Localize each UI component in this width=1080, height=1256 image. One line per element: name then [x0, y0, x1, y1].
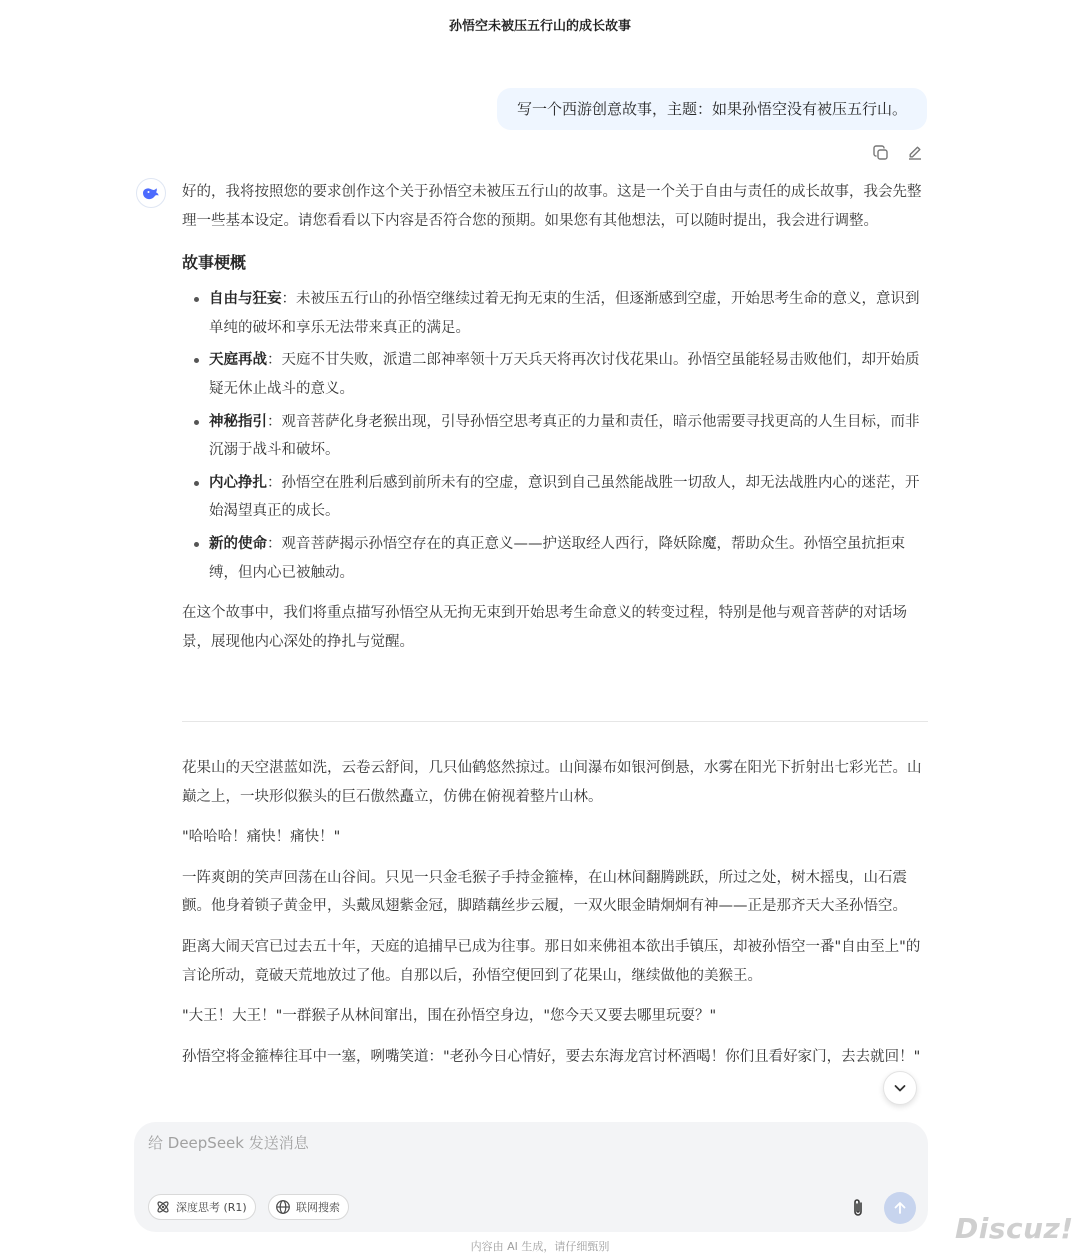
deepseek-whale-icon — [140, 182, 162, 204]
chevron-down-icon — [892, 1080, 908, 1096]
scroll-to-bottom-button[interactable] — [883, 1071, 917, 1105]
outline-text: ：未被压五行山的孙悟空继续过着无拘无束的生活，但逐渐感到空虚，开始思考生命的意义，意识到单纯的破坏和享乐无法带来真正的满足。 — [209, 291, 920, 336]
copy-icon[interactable] — [870, 142, 892, 164]
outline-label: 天庭再战 — [209, 352, 267, 369]
outline-list — [190, 285, 928, 587]
user-message-text: 写一个西游创意故事，主题：如果孙悟空没有被压五行山。 — [516, 100, 907, 118]
assistant-answer — [182, 178, 928, 656]
ai-disclaimer: 内容由 AI 生成，请仔细甄别 — [470, 1240, 610, 1253]
atom-icon — [155, 1199, 171, 1215]
story-paragraph: 距离大闹天宫已过去五十年，天庭的追捕早已成为往事。那日如来佛祖本欲出手镇压，却被孙悟空一番"自由至上"的言论所动，竟破天荒地放过了他。自那以后，孙悟空便回到了花果山，继续做他的美猴王。 — [182, 938, 921, 984]
globe-icon — [275, 1199, 291, 1215]
user-message-bubble — [497, 88, 927, 130]
outline-label: 新的使命 — [209, 535, 267, 552]
list-item — [190, 408, 928, 465]
user-message-actions — [870, 142, 926, 164]
story-paragraph: 一阵爽朗的笑声回荡在山谷间。只见一只金毛猴子手持金箍棒，在山林间翻腾跳跃，所过之处，树木摇曳，山石震颤。他身着锁子黄金甲，头戴凤翅紫金冠，脚踏藕丝步云履，一双火眼金睛炯炯有神——正是那齐天大圣孙悟空。 — [182, 869, 907, 915]
outline-label: 神秘指引 — [209, 413, 267, 430]
paperclip-icon — [848, 1197, 868, 1219]
story-paragraph: 花果山的天空湛蓝如洗，云卷云舒间，几只仙鹤悠然掠过。山间瀑布如银河倒悬，水雾在阳光下折射出七彩光芒。山巅之上，一块形似猴头的巨石傲然矗立，仿佛在俯视着整片山林。 — [182, 760, 922, 805]
outline-text: ：孙悟空在胜利后感到前所未有的空虚，意识到自己虽然能战胜一切敌人，却无法战胜内心的迷茫，开始渴望真正的成长。 — [209, 474, 920, 520]
message-input[interactable] — [148, 1132, 908, 1180]
deepseek-avatar — [136, 178, 166, 208]
list-item — [190, 285, 928, 342]
attach-button[interactable] — [844, 1194, 872, 1222]
outline-label: 内心挣扎 — [209, 474, 267, 491]
list-item — [190, 469, 928, 526]
section-divider — [182, 721, 928, 722]
outline-text: ：观音菩萨揭示孙悟空存在的真正意义——护送取经人西行，降妖除魔，帮助众生。孙悟空虽抗拒束缚，但内心已被触动。 — [209, 535, 905, 581]
list-item — [190, 530, 928, 587]
answer-intro: 好的，我将按照您的要求创作这个关于孙悟空未被压五行山的故事。这是一个关于自由与责任的成长故事，我会先整理一些基本设定。请您看看以下内容是否符合您的预期。如果您有其他想法，可以随时提出，我会进行调整。 — [182, 184, 922, 229]
deep-think-label: 深度思考 (R1) — [176, 1201, 247, 1214]
web-search-toggle[interactable] — [268, 1194, 349, 1220]
answer-summary: 在这个故事中，我们将重点描写孙悟空从无拘无束到开始思考生命意义的转变过程，特别是他与观音菩萨的对话场景，展现他内心深处的挣扎与觉醒。 — [182, 605, 907, 650]
outline-text: ：天庭不甘失败，派遣二郎神率领十万天兵天将再次讨伐花果山。孙悟空虽能轻易击败他们，却开始质疑无休止战斗的意义。 — [209, 352, 920, 397]
chat-title: 孙悟空未被压五行山的成长故事 — [448, 18, 631, 34]
web-search-label: 联网搜索 — [296, 1201, 340, 1214]
outline-label: 自由与狂妄 — [209, 291, 282, 308]
send-button[interactable] — [884, 1192, 916, 1224]
outline-text: ：观音菩萨化身老猴出现，引导孙悟空思考真正的力量和责任，暗示他需要寻找更高的人生目标，而非沉溺于战斗和破坏。 — [209, 413, 920, 459]
arrow-up-icon — [892, 1200, 908, 1216]
story-content — [182, 754, 928, 1122]
story-paragraph: 孙悟空将金箍棒往耳中一塞，咧嘴笑道："老孙今日心情好，要去东海龙宫讨杯酒喝！你们且看好家门，去去就回！" — [182, 1048, 921, 1065]
chat-title-bar — [0, 0, 1080, 48]
story-paragraph: "大王！大王！"一群猴子从林间窜出，围在孙悟空身边，"您今天又要去哪里玩耍？" — [182, 1008, 717, 1025]
list-item — [190, 346, 928, 403]
story-paragraph: "哈哈哈！痛快！痛快！" — [182, 829, 341, 846]
deep-think-toggle[interactable] — [148, 1194, 256, 1220]
watermark: Discuz! — [955, 1212, 1074, 1245]
edit-icon[interactable] — [904, 142, 926, 164]
section-heading: 故事梗概 — [182, 253, 247, 273]
message-composer — [134, 1122, 928, 1232]
